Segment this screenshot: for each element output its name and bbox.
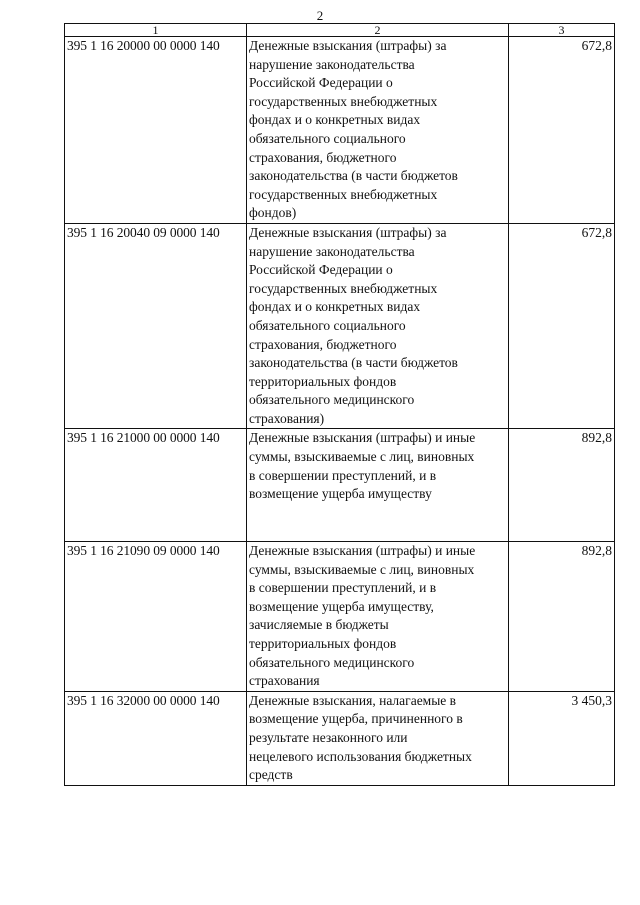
description-line: обязательного медицинского (249, 654, 415, 670)
description-line: обязательного социального (249, 317, 406, 333)
revenue-description (247, 223, 509, 429)
description-line: страхования, бюджетного (249, 336, 397, 352)
revenue-description (247, 691, 509, 785)
description-line: обязательного медицинского (249, 392, 415, 408)
description-line: нарушение законодательства (249, 56, 415, 72)
description-line: Денежные взыскания (штрафы) за (249, 224, 447, 240)
description-line: государственных внебюджетных (249, 280, 438, 296)
description-line: нарушение законодательства (249, 243, 415, 259)
classification-code: 395 1 16 21000 00 0000 140 (65, 429, 247, 542)
description-line: суммы, взыскиваемые с лиц, виновных (249, 449, 475, 465)
description-line: в совершении преступлений, и в (249, 467, 437, 483)
description-line: Денежные взыскания, налагаемые в (249, 692, 457, 708)
budget-revenue-table (64, 23, 615, 786)
revenue-description (247, 37, 509, 224)
table-header-row (65, 24, 615, 37)
description-line: обязательного социального (249, 130, 406, 146)
column-header-description: 2 (247, 24, 509, 37)
amount-value: 672,8 (509, 223, 615, 429)
description-line: нецелевого использования бюджетных (249, 748, 472, 764)
description-line: Российской Федерации о (249, 262, 393, 278)
description-line: государственных внебюджетных (249, 93, 438, 109)
revenue-description (247, 429, 509, 542)
description-line: возмещение ущерба имуществу, (249, 598, 434, 614)
description-line: возмещение ущерба имуществу (249, 486, 432, 502)
classification-code: 395 1 16 32000 00 0000 140 (65, 691, 247, 785)
description-line: законодательства (в части бюджетов (249, 355, 458, 371)
classification-code: 395 1 16 20000 00 0000 140 (65, 37, 247, 224)
description-line: территориальных фондов (249, 636, 397, 651)
description-line: фондах и о конкретных видах (249, 299, 421, 315)
description-line: территориальных фондов (249, 373, 397, 389)
description-line: законодательства (в части бюджетов (249, 168, 458, 184)
table-row (65, 542, 615, 692)
description-line: страхования, бюджетного (249, 149, 397, 165)
amount-value: 3 450,3 (509, 691, 615, 785)
table-row (65, 691, 615, 785)
table-row (65, 223, 615, 429)
description-line: государственных внебюджетных (249, 186, 438, 202)
description-line (249, 504, 506, 523)
page-number: 2 (316, 8, 324, 23)
column-header-amount: 3 (509, 24, 615, 37)
amount-value: 892,8 (509, 542, 615, 692)
description-line: фондах и о конкретных видах (249, 112, 421, 128)
column-header-code: 1 (65, 24, 247, 37)
description-line: возмещение ущерба, причиненного в (249, 711, 463, 727)
description-line: Денежные взыскания (штрафы) за (249, 38, 447, 53)
amount-value: 672,8 (509, 37, 615, 224)
description-line: зачисляемые в бюджеты (249, 617, 389, 633)
table-row (65, 429, 615, 542)
description-spacer (249, 522, 506, 541)
description-line: фондов) (249, 205, 297, 221)
revenue-description (247, 542, 509, 692)
amount-value: 892,8 (509, 429, 615, 542)
description-line: страхования (249, 673, 320, 689)
classification-code: 395 1 16 21090 09 0000 140 (65, 542, 247, 692)
description-line: в совершении преступлений, и в (249, 580, 437, 596)
description-line: Российской Федерации о (249, 75, 393, 91)
description-line: Денежные взыскания (штрафы) и иные (249, 543, 476, 559)
description-line: Денежные взыскания (штрафы) и иные (249, 430, 476, 446)
description-line: суммы, взыскиваемые с лиц, виновных (249, 561, 475, 577)
description-line: средств (249, 767, 293, 783)
description-line: страхования) (249, 410, 325, 426)
classification-code: 395 1 16 20040 09 0000 140 (65, 223, 247, 429)
description-line: результате незаконного или (249, 729, 408, 745)
table-row (65, 37, 615, 224)
